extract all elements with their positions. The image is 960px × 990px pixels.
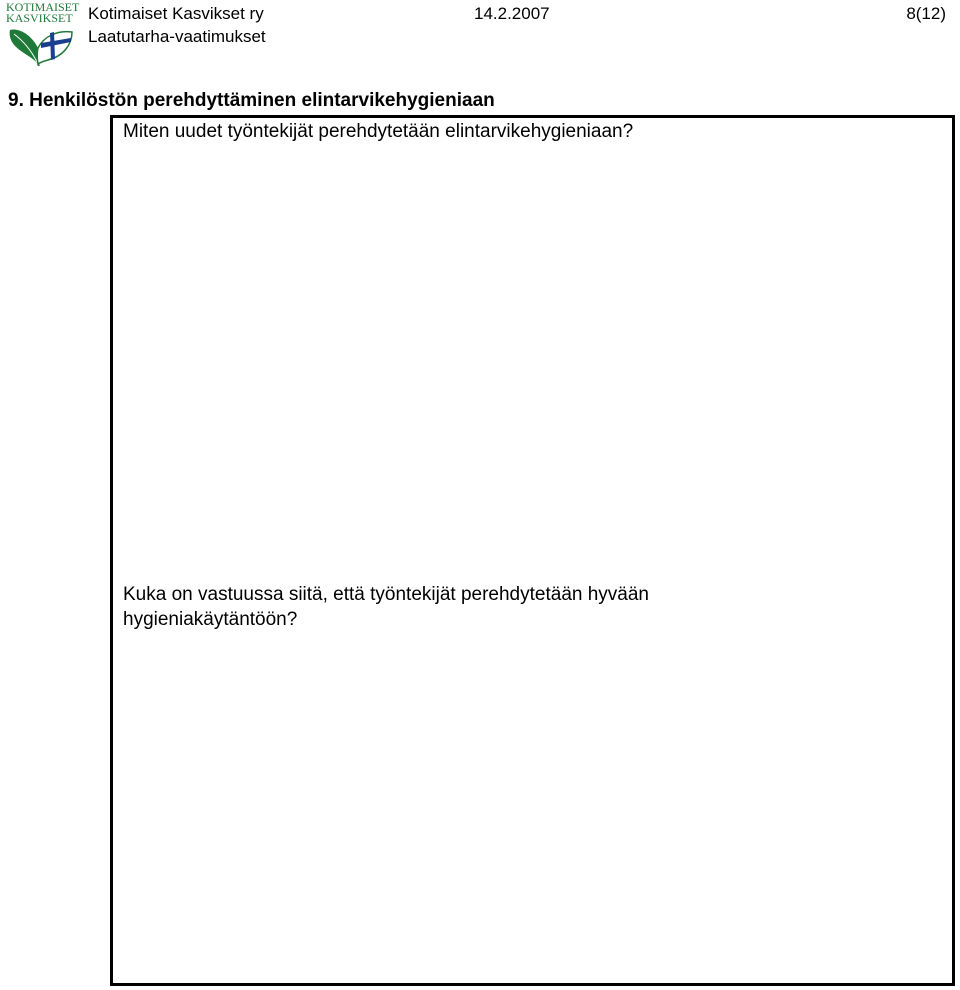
organization-name: Kotimaiset Kasvikset ry <box>88 4 264 23</box>
logo-text-line1: KOTIMAISET <box>6 0 80 14</box>
section-title: 9. Henkilöstön perehdyttäminen elintarvikehygieniaan <box>8 90 495 111</box>
page-number: 8(12) <box>906 4 946 23</box>
document-subtitle: Laatutarha-vaatimukset <box>88 27 266 46</box>
question-onboarding: Miten uudet työntekijät perehdytetään elintarvikehygieniaan? <box>123 121 634 142</box>
question-responsibility: Kuka on vastuussa siitä, että työntekijät perehdytetään hyvään hygieniakäytäntöön? <box>123 584 649 630</box>
answer-box[interactable] <box>110 115 955 986</box>
document-date: 14.2.2007 <box>474 4 550 23</box>
leaf-flag-icon <box>8 26 74 66</box>
organization-logo <box>6 2 78 66</box>
logo-text-line2: KASVIKSET <box>6 11 73 25</box>
